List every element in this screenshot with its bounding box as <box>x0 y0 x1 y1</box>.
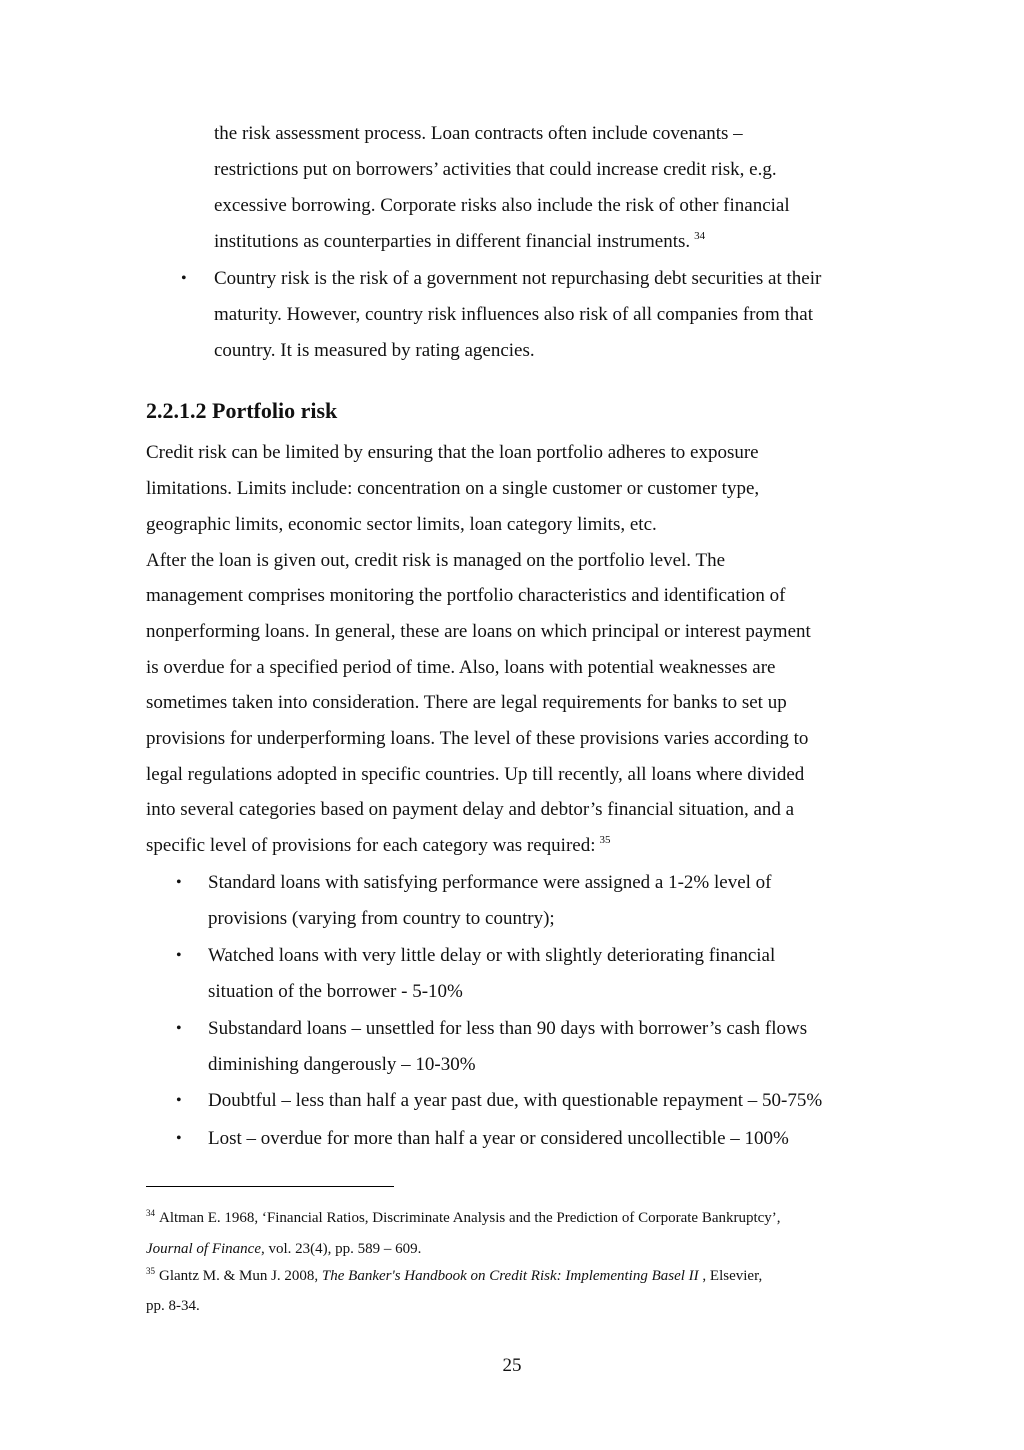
footnote-35 <box>146 1266 762 1286</box>
bullet-icon: • <box>176 1130 182 1147</box>
body-line <box>214 230 705 254</box>
bullet-line: diminishing dangerously – 10-30% <box>208 1054 476 1075</box>
bullet-line: Country risk is the risk of a government not repurchasing debt securities at their <box>214 268 822 289</box>
book-title: The Banker's Handbook on Credit Risk: Implementing Basel II <box>321 1268 699 1284</box>
body-line: the risk assessment process. Loan contracts often include covenants – <box>214 123 743 144</box>
page-number: 25 <box>502 1355 522 1376</box>
body-line: excessive borrowing. Corporate risks also include the risk of other financial <box>214 195 790 216</box>
bullet-line: country. It is measured by rating agencies. <box>214 340 535 361</box>
body-line: After the loan is given out, credit risk is managed on the portfolio level. The <box>146 550 725 571</box>
footnote-number: 34 <box>146 1208 155 1218</box>
bullet-line: maturity. However, country risk influences also risk of all companies from that <box>214 304 813 325</box>
body-line <box>146 834 611 858</box>
body-text: institutions as counterparties in different financial instruments. <box>214 231 691 252</box>
bullet-line: Lost – overdue for more than half a year or considered uncollectible – 100% <box>208 1128 789 1149</box>
bullet-icon: • <box>176 1092 182 1109</box>
bullet-icon: • <box>181 270 187 287</box>
footnote-separator <box>146 1186 394 1187</box>
bullet-icon: • <box>176 874 182 891</box>
body-line: provisions for underperforming loans. The level of these provisions varies according to <box>146 728 809 749</box>
body-line: geographic limits, economic sector limits, loan category limits, etc. <box>146 514 657 535</box>
body-line: into several categories based on payment delay and debtor’s financial situation, and a <box>146 799 795 820</box>
section-heading: 2.2.1.2 Portfolio risk <box>146 398 338 423</box>
bullet-line: provisions (varying from country to country); <box>208 908 555 929</box>
body-line: is overdue for a specified period of time. Also, loans with potential weaknesses are <box>146 657 776 678</box>
body-line: restrictions put on borrowers’ activities that could increase credit risk, e.g. <box>214 159 777 180</box>
footnote-text: Altman E. 1968, ‘Financial Ratios, Discriminate Analysis and the Prediction of Corporate Bankruptcy’, <box>159 1210 781 1226</box>
body-line: limitations. Limits include: concentration on a single customer or customer type, <box>146 478 760 499</box>
bullet-icon: • <box>176 1020 182 1037</box>
body-line: Credit risk can be limited by ensuring that the loan portfolio adheres to exposure <box>146 442 759 463</box>
bullet-line: situation of the borrower - 5-10% <box>208 981 463 1002</box>
bullet-line: Standard loans with satisfying performance were assigned a 1-2% level of <box>208 872 772 893</box>
footnote-text: , vol. 23(4), pp. 589 – 609. <box>260 1241 422 1257</box>
footnote-34-cont <box>146 1239 421 1259</box>
body-text: specific level of provisions for each category was required: <box>146 835 596 856</box>
bullet-line: Substandard loans – unsettled for less than 90 days with borrower’s cash flows <box>208 1018 808 1039</box>
body-line: management comprises monitoring the portfolio characteristics and identification of <box>146 585 786 606</box>
footnote-35-cont: pp. 8-34. <box>146 1298 200 1314</box>
footnote-text: , Elsevier, <box>698 1268 763 1284</box>
bullet-line: Watched loans with very little delay or with slightly deteriorating financial <box>208 945 776 966</box>
footnote-ref-34[interactable]: 34 <box>694 230 706 242</box>
footnote-ref-35[interactable]: 35 <box>599 834 611 846</box>
body-line: legal regulations adopted in specific countries. Up till recently, all loans where divided <box>146 764 805 785</box>
bullet-icon: • <box>176 947 182 964</box>
footnote-text: Glantz M. & Mun J. 2008, <box>159 1268 322 1284</box>
body-line: nonperforming loans. In general, these are loans on which principal or interest payment <box>146 621 811 642</box>
journal-title: Journal of Finance <box>146 1241 261 1257</box>
footnote-34 <box>146 1208 781 1228</box>
footnote-number: 35 <box>146 1266 155 1276</box>
bullet-line: Doubtful – less than half a year past due, with questionable repayment – 50-75% <box>208 1090 823 1111</box>
body-line: sometimes taken into consideration. There are legal requirements for banks to set up <box>146 692 787 713</box>
